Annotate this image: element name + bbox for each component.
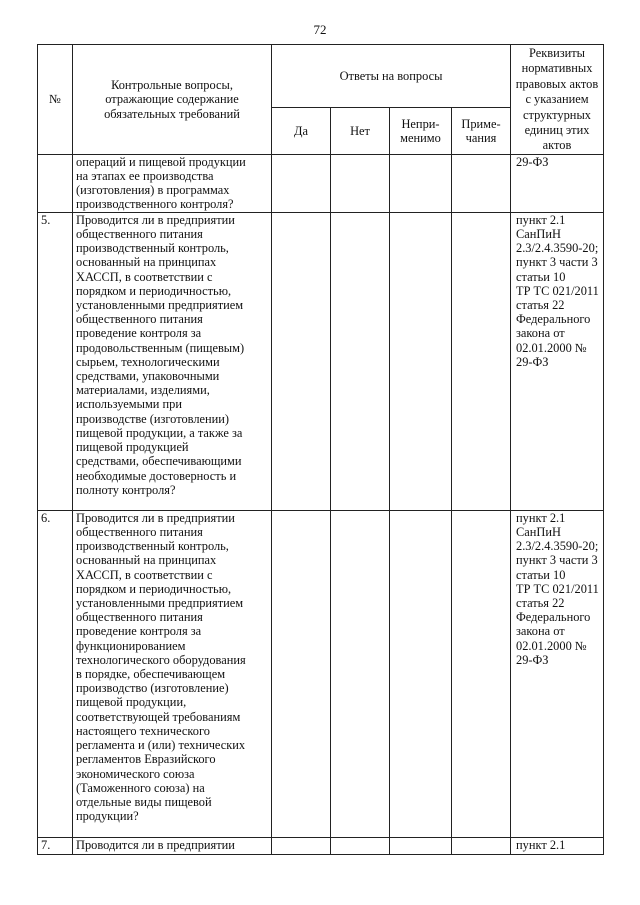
control-question (73, 510, 272, 837)
text-line: пищевой продукции, (76, 695, 187, 710)
text-line: продукции? (76, 809, 139, 824)
requisites (511, 154, 604, 212)
text-line: 2.3/2.4.3590-20; (516, 539, 599, 554)
text-line: статья 22 (516, 298, 565, 313)
text-line: настоящего технического (76, 723, 210, 738)
text-line: статья 22 (516, 596, 565, 611)
text-line: пункт 2.1 (516, 212, 566, 227)
text-line: на этапах ее производства (76, 169, 214, 184)
text-line: средствами, обеспечивающими (76, 454, 242, 469)
text-line: ТР ТС 021/2011 (516, 283, 599, 298)
text-line: необходимые достоверность и (76, 468, 237, 483)
answer-yes-cell (272, 154, 331, 212)
text-line: установленными предприятием (76, 596, 244, 611)
text-line: правовых актов (515, 76, 599, 91)
requisites (511, 837, 604, 854)
text-line: соответствующей требованиям (76, 709, 241, 724)
text-line: 29-ФЗ (516, 354, 549, 369)
text-line: Реквизиты (529, 46, 585, 60)
requisites (511, 510, 604, 837)
table-row (38, 212, 604, 510)
text-line: Да (294, 124, 308, 139)
text-line: продовольственным (пищевым) (76, 340, 245, 355)
control-question (73, 837, 272, 854)
answer-notes-cell (452, 154, 511, 212)
control-question (73, 154, 272, 212)
text-line: производство (изготовление) (76, 681, 229, 696)
text-line: сырьем, технологическими (76, 354, 220, 369)
text-line: полноту контроля? (76, 482, 176, 497)
text-line: проведение контроля за (76, 624, 202, 639)
page-number: 72 (313, 22, 327, 37)
answer-col-not-applicable (390, 108, 452, 154)
text-line: операций и пищевой продукции (76, 154, 246, 169)
answer-yes-cell (272, 212, 331, 510)
answer-yes-cell (272, 837, 331, 854)
text-line: пункт 2.1 (516, 510, 566, 525)
answer-notes-cell (452, 510, 511, 837)
answer-na-cell (390, 837, 452, 854)
answer-no-cell (331, 212, 390, 510)
text-line: Непри- (401, 116, 440, 131)
text-line: проведение контроля за (76, 326, 202, 341)
text-line: отражающие содержание (105, 92, 239, 107)
text-line: Федерального (516, 610, 591, 625)
header-requisites (511, 45, 604, 155)
text-line: Федерального (516, 312, 591, 327)
text-line: Контрольные вопросы, (111, 78, 233, 93)
text-line: производственный контроль, (76, 539, 229, 554)
text-line: 2.3/2.4.3590-20; (516, 241, 599, 256)
text-line: Проводится ли в предприятии (76, 212, 235, 227)
text-line: 29-ФЗ (516, 154, 549, 169)
text-line: нормативных (521, 61, 593, 76)
header-answers: Ответы на вопросы (272, 45, 511, 108)
answer-col-notes (452, 108, 511, 154)
text-line: Приме- (461, 116, 501, 131)
answer-yes-cell (272, 510, 331, 837)
header-number: № (38, 45, 73, 155)
text-line: статьи 10 (516, 269, 566, 284)
text-line: (изготовления) в программах (76, 183, 230, 198)
answer-notes-cell (452, 212, 511, 510)
text-line: статьи 10 (516, 567, 566, 582)
answer-na-cell (390, 154, 452, 212)
text-line: отдельные виды пищевой (76, 794, 212, 809)
row-number: 5. (38, 212, 73, 510)
table-row (38, 154, 604, 212)
text-line: установленными предприятием (76, 298, 244, 313)
text-line: пункт 3 части 3 (516, 255, 598, 270)
text-line: общественного питания (76, 610, 203, 625)
text-line: обязательных требований (104, 106, 240, 121)
text-line: пункт 2.1 (516, 837, 566, 852)
text-line: регламента и (или) технических (76, 738, 246, 753)
text-line: структурных (523, 107, 591, 122)
row-number: 7. (38, 837, 73, 854)
requisites (511, 212, 604, 510)
answer-na-cell (390, 510, 452, 837)
text-line: 02.01.2000 № (516, 340, 587, 355)
text-line: экономического союза (76, 766, 195, 781)
answer-notes-cell (452, 837, 511, 854)
text-line: закона от (516, 624, 565, 639)
text-line: технологического оборудования (76, 652, 246, 667)
text-line: с указанием (525, 92, 589, 107)
text-line: актов (542, 138, 572, 153)
text-line: пищевой продукцией (76, 440, 189, 455)
table-row (38, 837, 604, 854)
answer-na-cell (390, 212, 452, 510)
row-number (38, 154, 73, 212)
text-line: порядком и периодичностью, (76, 283, 232, 298)
header-questions (73, 45, 272, 155)
text-line: чания (465, 131, 497, 146)
text-line: менимо (400, 131, 441, 146)
text-line: материалами, изделиями, (76, 383, 210, 398)
text-line: в порядке, обеспечивающем (76, 667, 226, 682)
text-line: Проводится ли в предприятии (76, 510, 235, 525)
text-line: общественного питания (76, 312, 203, 327)
text-line: регламентов Евразийского (76, 752, 216, 767)
text-line: функционированием (76, 638, 186, 653)
text-line: средствами, упаковочными (76, 369, 220, 384)
text-line: ХАССП, в соответствии с (76, 567, 213, 582)
text-line: общественного питания (76, 227, 203, 242)
text-line: СанПиН (516, 227, 561, 242)
text-line: ХАССП, в соответствии с (76, 269, 213, 284)
text-line: производственного контроля? (76, 197, 234, 212)
text-line: производственный контроль, (76, 241, 229, 256)
text-line: ТР ТС 021/2011 (516, 581, 599, 596)
text-line: (Таможенного союза) на (76, 780, 205, 795)
text-line: основанный на принципах (76, 255, 217, 270)
text-line: СанПиН (516, 525, 561, 540)
text-line: 02.01.2000 № (516, 638, 587, 653)
text-line: порядком и периодичностью, (76, 581, 232, 596)
answer-col-yes (272, 108, 331, 154)
text-line: производстве (изготовлении) (76, 411, 230, 426)
text-line: общественного питания (76, 525, 203, 540)
control-questions-table (37, 44, 604, 855)
answer-no-cell (331, 837, 390, 854)
text-line: Проводится ли в предприятии (76, 837, 235, 852)
text-line: 29-ФЗ (516, 652, 549, 667)
control-question (73, 212, 272, 510)
text-line: единиц этих (524, 123, 590, 138)
text-line: Нет (350, 124, 370, 139)
text-line: основанный на принципах (76, 553, 217, 568)
text-line: пищевой продукции, а также за (76, 425, 243, 440)
text-line: пункт 3 части 3 (516, 553, 598, 568)
answer-no-cell (331, 510, 390, 837)
text-line: используемыми при (76, 397, 182, 412)
text-line: закона от (516, 326, 565, 341)
answer-col-no (331, 108, 390, 154)
table-row (38, 510, 604, 837)
header-row (38, 45, 604, 108)
row-number: 6. (38, 510, 73, 837)
answer-no-cell (331, 154, 390, 212)
